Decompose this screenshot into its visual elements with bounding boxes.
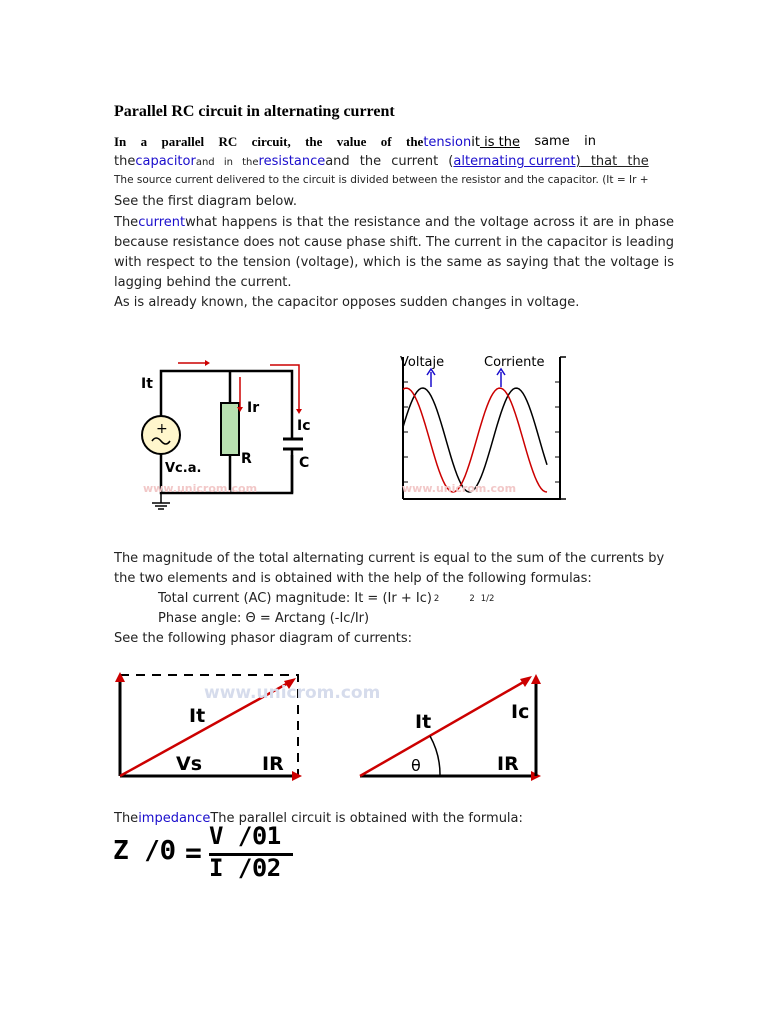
page-title: Parallel RC circuit in alternating current xyxy=(114,103,395,120)
phasor-diagram-1 xyxy=(112,670,381,785)
circuit-diagram xyxy=(135,355,315,510)
is-the-link[interactable]: is the xyxy=(479,135,520,150)
formula-lhs: Z /Θ xyxy=(113,836,176,866)
label-source: Vc.a. xyxy=(165,461,202,476)
formula-numerator: V /Θ1 xyxy=(209,822,282,850)
capacitor-link[interactable]: capacitor xyxy=(135,154,196,169)
paragraph-magnitude: The magnitude of the total alternating current is equal to the sum of the currents by the two elements and is obtained with the help of the following formulas: Total current (AC) magnitude: It = (Ir + Ic) 2 2 1/2 Phase angle: Θ = Arctang (-Ic/Ir) See the following phasor diagram of currents: xyxy=(114,549,679,649)
label-ic: Ic xyxy=(511,701,530,723)
word-group: thetensionit is the xyxy=(405,134,520,150)
phasor-diagram-2 xyxy=(355,670,545,785)
label-it: It xyxy=(189,705,206,727)
word: of xyxy=(380,134,392,149)
waveform-diagram xyxy=(398,352,566,504)
label-ir: IR xyxy=(497,753,519,775)
watermark: www.unicrom.com xyxy=(204,683,381,703)
plus-sign: + xyxy=(156,421,168,437)
watermark: www.unicrom.com xyxy=(143,482,258,495)
word: In xyxy=(114,134,127,149)
label-theta: θ xyxy=(411,756,421,775)
intro-line-2: thecapacitorand in theresistanceand the current (alternating current) that the xyxy=(114,154,649,169)
label-voltage: Voltaje xyxy=(400,355,445,370)
word: value xyxy=(336,134,367,149)
label-it: It xyxy=(141,376,153,392)
bullet-total-current: Total current (AC) magnitude: It = (Ir + Ic) 2 2 1/2 xyxy=(158,591,495,606)
label-current: Corriente xyxy=(484,355,545,370)
current-link[interactable]: current xyxy=(138,215,186,230)
paragraph-phase: Thecurrentwhat happens is that the resistance and the voltage across it are in phase because resistance does not cause phase shift. The current in the capacitor is leading with respect to the tension (voltage), which is the same as saying that the voltage is lagging behind the current. As is already known, the capacitor opposes sudden changes in voltage. xyxy=(114,215,674,310)
label-it: It xyxy=(415,711,432,733)
label-ir: Ir xyxy=(247,400,260,416)
formula-equals: = xyxy=(185,836,202,869)
tension-link[interactable]: tension xyxy=(423,135,472,150)
impedance-line: TheimpedanceThe parallel circuit is obtained with the formula: xyxy=(114,811,523,826)
alternating-current-link[interactable]: alternating current xyxy=(453,154,576,169)
word: parallel xyxy=(161,134,205,149)
label-ic: Ic xyxy=(297,418,311,434)
impedance-link[interactable]: impedance xyxy=(138,811,211,826)
word: RC xyxy=(218,134,238,149)
word: circuit, xyxy=(251,134,291,149)
impedance-formula xyxy=(113,824,303,884)
bullet-phase-angle: Phase angle: Θ = Arctang (-Ic/Ir) xyxy=(158,611,370,626)
label-vs: Vs xyxy=(176,753,203,775)
intro-line-3: The source current delivered to the circuit is divided between the resistor and the capacitor. (It = Ir + xyxy=(114,174,649,186)
label-ir: IR xyxy=(262,753,284,775)
label-r: R xyxy=(241,451,252,467)
intro-line-1: In a parallel RC circuit, the value of thetensionit is the same in xyxy=(114,134,596,150)
resistance-link[interactable]: resistance xyxy=(258,154,326,169)
watermark: www.unicrom.com xyxy=(402,482,517,495)
formula-denominator: I /Θ2 xyxy=(209,854,282,882)
label-c: C xyxy=(299,455,310,471)
word: a xyxy=(140,134,148,149)
intro-line-4: See the first diagram below. xyxy=(114,194,297,209)
word: the xyxy=(305,134,323,149)
